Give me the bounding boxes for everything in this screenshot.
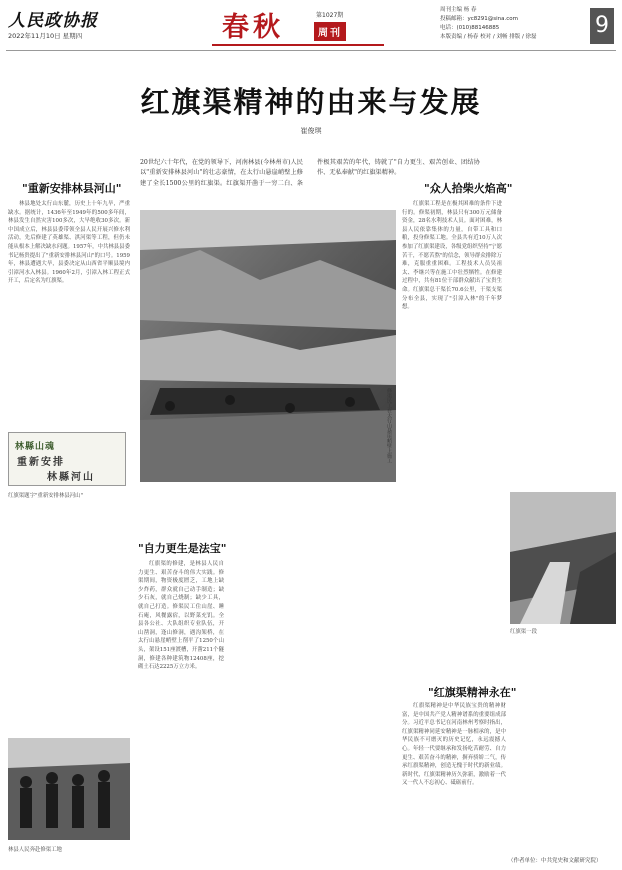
- cliff-photo: [140, 210, 396, 482]
- editor-line: 投稿邮箱：yc8291@sina.com: [440, 16, 519, 22]
- article-author: 崔俊琪: [300, 127, 322, 135]
- issue-date: 2022年11月10日 星期四: [8, 32, 83, 40]
- section-body-cont: [402, 492, 502, 642]
- section-title: 春秋: [222, 12, 284, 43]
- photo-caption: 红旗渠一段: [510, 629, 537, 635]
- stamp-text: 重新安排: [17, 457, 65, 468]
- issue-number: 第1027期: [316, 12, 344, 19]
- section-body-cont: [508, 200, 616, 490]
- canal-photo: [510, 492, 616, 624]
- section-body: 红旗渠工程是在极其困难的条件下进行的。修渠初期，林县只有300万元储备资金，28名水利技术人员。面对困难，林县人民依靠集体的力量，自带工具和口粮，投身修渠工地。全县共有近10万人次参加了红旗渠建设，各级党组织坚持"宁愿苦干，不愿苦熬"的信念，领导群众排除万难，克服重重困难。工程技术人员吴祖太、李继兴等在施工中壮烈牺牲。在修建过程中，共有81位干部群众献出了宝贵生命。红旗渠总干渠长70.6公里，干渠支渠分布全县，实现了"引漳入林"的千年梦想。: [402, 201, 502, 311]
- editor-line: 本版责编 / 杨春 校对 / 刘畅 排版 / 徐磊: [440, 34, 537, 40]
- section-body-cont: [8, 512, 130, 532]
- footnote: （作者单位：中共党史和文献研究院）: [508, 858, 602, 864]
- section-body: 红旗渠的修建，是林县人民自力更生、艰苦奋斗的伟大实践。修渠期间，物资极度匮乏，工地上缺少炸药，群众就自己动手制造；缺少石灰，就自己烧制；缺少工具，就自己打造。修渠民工住山崖、睡石庵，风餐露宿，以野菜充饥。全县各公社、大队组织专业队伍，开山凿洞，逢山修洞，遇沟架桥，在太行山悬崖峭壁上削平了1250个山头，架设151座渡槽，开凿211个隧洞，修建各种建筑物12408座，挖砌土石达2225万立方米。: [138, 561, 224, 671]
- editor-line: 周刊主编 杨 春: [440, 7, 477, 13]
- page-number: 9: [590, 8, 614, 44]
- section-body-cont: [510, 660, 616, 852]
- section-body: 林县地处太行山东麓，历史上十年九旱，严重缺水。据统计，1436年至1949年的500多年间，林县发生自然灾害100多次，大旱绝收30多次。新中国成立后，林县县委带领全县人民开展兴修水利活动，先后修建了英雄渠、淇河渠等工程，但仍未能从根本上解决缺水问题。1957年，中共林县县委书记杨贵提出了"重新安排林县河山"的口号。1959年，林县遭遇大旱，县委决定从山西省平顺县境内引漳河水入林县。1960年2月，引漳入林工程正式开工，后定名为红旗渠。: [8, 201, 130, 285]
- stamp-caption: 红旗渠题字"重新安排林县河山": [8, 493, 84, 499]
- section-body: 红旗渠精神是中华民族宝贵的精神财富，是中国共产党人精神谱系的重要组成部分。习近平总书记在河南林州考察时指出，红旗渠精神同延安精神是一脉相承的，是中华民族不可磨灭的历史记忆，永远震撼人心。年轻一代要继承和发扬吃苦耐劳、自力更生、艰苦奋斗的精神，摒弃骄娇二气，传承红旗渠精神，创造无愧于时代的新业绩。新时代，红旗渠精神历久弥新，激励着一代又一代人不忘初心、砥砺前行。: [402, 703, 506, 787]
- section-heading: "自力更生是法宝": [138, 542, 227, 555]
- section-heading: "众人拾柴火焰高": [424, 182, 513, 195]
- stamp-text: 林縣河山: [47, 472, 95, 483]
- section-body: [8, 540, 130, 740]
- stamp-title: 林縣山魂: [15, 442, 56, 452]
- article-intro: 20世纪六十年代，在党的领导下，河南林县(今林州市)人民以"重新安排林县河山"的壮志豪情，在太行山悬崖峭壁上修建了全长1500公里的红旗渠。红旗渠开凿于一穷二白、条件极其艰苦的年代，铸就了"自力更生、艰苦创业、团结协作、无私奉献"的红旗渠精神。: [140, 159, 480, 187]
- section-body-cont: [318, 500, 398, 840]
- masthead-rule: [212, 44, 384, 46]
- divider: [6, 50, 616, 51]
- editor-line: 电话：(010)88146885: [440, 25, 500, 31]
- photo-caption: 修渠民工在太行山悬崖峭壁上施工: [386, 388, 392, 463]
- masthead: [0, 0, 622, 52]
- workers-photo: [8, 738, 130, 840]
- section-tag: 周刊: [314, 22, 346, 41]
- article-headline: 红旗渠精神的由来与发展: [140, 85, 482, 119]
- paper-logo: 人民政协报: [8, 11, 98, 31]
- calligraphy-stamp: [8, 432, 126, 486]
- section-heading: "重新安排林县河山": [22, 182, 122, 195]
- editor-info: [440, 6, 537, 42]
- section-heading: "红旗渠精神永在": [428, 686, 517, 699]
- section-body-cont: [228, 560, 314, 840]
- photo-caption: 林县人民奔赴修渠工地: [8, 847, 62, 853]
